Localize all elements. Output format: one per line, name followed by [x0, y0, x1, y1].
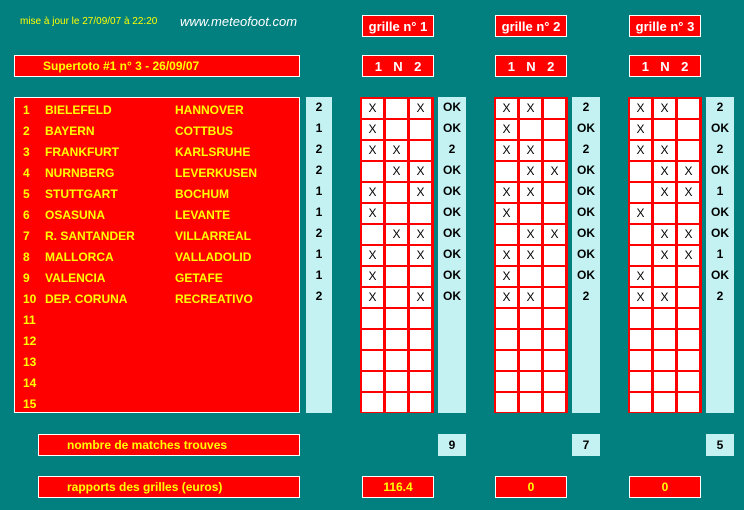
- grille-2-status-column: [572, 97, 600, 413]
- grille-3-label: grille n° 3: [629, 15, 701, 37]
- bet-status: OK: [577, 247, 595, 261]
- match-number: 12: [23, 333, 37, 348]
- bet-cell[interactable]: [678, 99, 699, 118]
- grille-1-status-column: [438, 97, 466, 413]
- bet-status: OK: [711, 121, 729, 135]
- home-team: FRANKFURT: [45, 144, 119, 159]
- bet-cell[interactable]: X: [520, 246, 541, 265]
- bet-cell[interactable]: X: [362, 141, 383, 160]
- bet-cell[interactable]: [630, 246, 651, 265]
- bet-cell[interactable]: [520, 393, 541, 412]
- bet-cell[interactable]: X: [410, 99, 431, 118]
- bet-cell[interactable]: X: [362, 204, 383, 223]
- bet-cell[interactable]: X: [386, 141, 407, 160]
- bet-cell[interactable]: [386, 288, 407, 307]
- bet-cell[interactable]: [362, 351, 383, 370]
- bet-cell[interactable]: [654, 351, 675, 370]
- grille-3-rapport: 0: [629, 476, 701, 498]
- bet-cell[interactable]: X: [496, 246, 517, 265]
- bet-cell[interactable]: [678, 141, 699, 160]
- bet-cell[interactable]: X: [362, 183, 383, 202]
- match-number: 7: [23, 228, 30, 243]
- bet-cell[interactable]: [386, 183, 407, 202]
- bet-status: OK: [577, 184, 595, 198]
- bet-cell[interactable]: X: [520, 99, 541, 118]
- bet-cell[interactable]: [386, 372, 407, 391]
- column-header: 2: [414, 58, 422, 74]
- bet-status: 2: [716, 289, 724, 303]
- match-result: 2: [315, 100, 323, 114]
- match-row: [15, 330, 301, 351]
- bet-cell[interactable]: [410, 330, 431, 349]
- match-row: [15, 351, 301, 372]
- match-number: 4: [23, 165, 30, 180]
- home-team: NURNBERG: [45, 165, 115, 180]
- bet-cell[interactable]: [544, 351, 565, 370]
- bet-status: 2: [582, 142, 590, 156]
- bet-cell[interactable]: [362, 330, 383, 349]
- bet-cell[interactable]: X: [630, 288, 651, 307]
- bet-status: OK: [577, 205, 595, 219]
- bet-cell[interactable]: [544, 267, 565, 286]
- bet-cell[interactable]: [630, 309, 651, 328]
- match-row: [15, 99, 301, 120]
- bet-cell[interactable]: X: [362, 246, 383, 265]
- away-team: KARLSRUHE: [175, 144, 251, 159]
- match-row: [15, 267, 301, 288]
- bet-cell[interactable]: [678, 204, 699, 223]
- bet-cell[interactable]: X: [630, 141, 651, 160]
- bet-cell[interactable]: [630, 393, 651, 412]
- bet-status: OK: [577, 268, 595, 282]
- bet-cell[interactable]: [678, 393, 699, 412]
- grille-2-label: grille n° 2: [495, 15, 567, 37]
- match-number: 13: [23, 354, 37, 369]
- bet-cell[interactable]: X: [410, 246, 431, 265]
- bet-cell[interactable]: [678, 330, 699, 349]
- bet-cell[interactable]: [386, 246, 407, 265]
- match-result: 2: [315, 142, 323, 156]
- match-row: [15, 183, 301, 204]
- bet-status: 1: [716, 184, 724, 198]
- match-number: 14: [23, 375, 37, 390]
- bet-cell[interactable]: [544, 330, 565, 349]
- grille-3-grid: [628, 97, 702, 413]
- bet-cell[interactable]: [544, 183, 565, 202]
- bet-cell[interactable]: [678, 288, 699, 307]
- bet-cell[interactable]: X: [654, 288, 675, 307]
- bet-cell[interactable]: [410, 309, 431, 328]
- grille-2-rapport: 0: [495, 476, 567, 498]
- grille-1-grid: [360, 97, 434, 413]
- column-header: 1: [374, 58, 382, 74]
- match-result: 1: [315, 268, 323, 282]
- bet-cell[interactable]: [520, 267, 541, 286]
- away-team: RECREATIVO: [175, 291, 253, 306]
- bet-cell[interactable]: [630, 351, 651, 370]
- grille-2-match-count: 7: [572, 434, 600, 456]
- bet-status: OK: [711, 226, 729, 240]
- bet-cell[interactable]: X: [496, 141, 517, 160]
- bet-cell[interactable]: [654, 309, 675, 328]
- bet-cell[interactable]: [544, 204, 565, 223]
- column-header: 2: [681, 58, 689, 74]
- bet-status: OK: [443, 226, 461, 240]
- bet-cell[interactable]: [386, 309, 407, 328]
- match-row: [15, 141, 301, 162]
- title-bar: Supertoto #1 n° 3 - 26/09/07: [14, 55, 300, 77]
- bet-cell[interactable]: [520, 330, 541, 349]
- bet-cell[interactable]: X: [654, 99, 675, 118]
- home-team: VALENCIA: [45, 270, 106, 285]
- bet-cell[interactable]: X: [362, 288, 383, 307]
- bet-cell[interactable]: [496, 393, 517, 412]
- bet-cell[interactable]: X: [654, 141, 675, 160]
- away-team: GETAFE: [175, 270, 223, 285]
- away-team: VILLARREAL: [175, 228, 251, 243]
- match-number: 5: [23, 186, 30, 201]
- bet-cell[interactable]: X: [362, 99, 383, 118]
- bet-cell[interactable]: X: [496, 204, 517, 223]
- result-column: [306, 97, 332, 413]
- match-row: [15, 204, 301, 225]
- match-row: [15, 288, 301, 309]
- bet-cell[interactable]: [544, 141, 565, 160]
- bet-cell[interactable]: [386, 99, 407, 118]
- home-team: STUTTGART: [45, 186, 118, 201]
- grille-1-match-count: 9: [438, 434, 466, 456]
- bet-cell[interactable]: [386, 204, 407, 223]
- rapports-label: rapports des grilles (euros): [38, 476, 300, 498]
- bet-cell[interactable]: [362, 309, 383, 328]
- bet-cell[interactable]: [410, 393, 431, 412]
- home-team: BIELEFELD: [45, 102, 112, 117]
- match-number: 2: [23, 123, 30, 138]
- away-team: LEVERKUSEN: [175, 165, 258, 180]
- match-row: [15, 309, 301, 330]
- bet-status: OK: [443, 184, 461, 198]
- bet-cell[interactable]: [654, 330, 675, 349]
- grille-3-match-count: 5: [706, 434, 734, 456]
- bet-status: OK: [711, 205, 729, 219]
- bet-cell[interactable]: [630, 225, 651, 244]
- bet-cell[interactable]: [654, 204, 675, 223]
- home-team: OSASUNA: [45, 207, 106, 222]
- bet-status: 2: [716, 142, 724, 156]
- bet-cell[interactable]: [520, 351, 541, 370]
- bet-status: 2: [582, 100, 590, 114]
- column-header: N: [660, 58, 670, 74]
- bet-cell[interactable]: [678, 372, 699, 391]
- home-team: DEP. CORUNA: [45, 291, 128, 306]
- bet-cell[interactable]: [520, 309, 541, 328]
- bet-cell[interactable]: [678, 120, 699, 139]
- grille-1-rapport: 116.4: [362, 476, 434, 498]
- bet-cell[interactable]: X: [386, 162, 407, 181]
- bet-cell[interactable]: [678, 351, 699, 370]
- grille-2-columns: [495, 55, 567, 77]
- match-result: 1: [315, 205, 323, 219]
- bet-status: OK: [577, 121, 595, 135]
- bet-status: 2: [448, 142, 456, 156]
- match-number: 15: [23, 396, 37, 411]
- bet-cell[interactable]: [544, 120, 565, 139]
- match-result: 1: [315, 247, 323, 261]
- matches-panel: [14, 97, 300, 413]
- bet-cell[interactable]: X: [630, 120, 651, 139]
- bet-cell[interactable]: [410, 120, 431, 139]
- bet-cell[interactable]: [544, 288, 565, 307]
- column-header: N: [393, 58, 403, 74]
- home-team: MALLORCA: [45, 249, 114, 264]
- bet-status: OK: [443, 289, 461, 303]
- bet-cell[interactable]: [654, 393, 675, 412]
- bet-cell[interactable]: [386, 267, 407, 286]
- bet-cell[interactable]: [496, 351, 517, 370]
- bet-cell[interactable]: [520, 120, 541, 139]
- bet-cell[interactable]: [386, 393, 407, 412]
- bet-cell[interactable]: [678, 267, 699, 286]
- bet-cell[interactable]: X: [544, 162, 565, 181]
- bet-cell[interactable]: X: [654, 246, 675, 265]
- away-team: VALLADOLID: [175, 249, 252, 264]
- match-number: 6: [23, 207, 30, 222]
- bet-status: OK: [443, 268, 461, 282]
- away-team: BOCHUM: [175, 186, 229, 201]
- bet-cell[interactable]: [362, 225, 383, 244]
- column-header: 1: [641, 58, 649, 74]
- bet-cell[interactable]: X: [496, 288, 517, 307]
- bet-cell[interactable]: X: [520, 183, 541, 202]
- bet-status: OK: [443, 163, 461, 177]
- site-link[interactable]: www.meteofoot.com: [180, 14, 298, 29]
- grille-3-status-column: [706, 97, 734, 413]
- bet-cell[interactable]: [410, 351, 431, 370]
- bet-cell[interactable]: [496, 372, 517, 391]
- bet-cell[interactable]: [630, 162, 651, 181]
- bet-cell[interactable]: X: [386, 225, 407, 244]
- away-team: HANNOVER: [175, 102, 244, 117]
- bet-cell[interactable]: X: [678, 162, 699, 181]
- bet-cell[interactable]: [520, 372, 541, 391]
- bet-cell[interactable]: [410, 372, 431, 391]
- matches-found-label: nombre de matches trouves: [38, 434, 300, 456]
- update-text: mise à jour le 27/09/07 à 22:20: [20, 16, 158, 27]
- bet-cell[interactable]: [544, 393, 565, 412]
- bet-cell[interactable]: X: [410, 162, 431, 181]
- bet-cell[interactable]: X: [654, 183, 675, 202]
- grille-1-label: grille n° 1: [362, 15, 434, 37]
- match-row: [15, 246, 301, 267]
- grille-1-columns: [362, 55, 434, 77]
- bet-cell[interactable]: X: [520, 162, 541, 181]
- bet-cell[interactable]: X: [678, 246, 699, 265]
- bet-status: OK: [443, 100, 461, 114]
- bet-status: OK: [711, 163, 729, 177]
- bet-status: OK: [711, 268, 729, 282]
- match-result: 1: [315, 121, 323, 135]
- bet-cell[interactable]: [362, 393, 383, 412]
- home-team: R. SANTANDER: [45, 228, 135, 243]
- match-result: 1: [315, 184, 323, 198]
- grille-2-grid: [494, 97, 568, 413]
- match-result: 2: [315, 226, 323, 240]
- bet-cell[interactable]: X: [678, 225, 699, 244]
- bet-cell[interactable]: [544, 246, 565, 265]
- away-team: COTTBUS: [175, 123, 233, 138]
- bet-cell[interactable]: [654, 120, 675, 139]
- match-row: [15, 225, 301, 246]
- match-number: 3: [23, 144, 30, 159]
- bet-cell[interactable]: [678, 309, 699, 328]
- match-row: [15, 162, 301, 183]
- match-number: 11: [23, 312, 36, 327]
- bet-cell[interactable]: X: [520, 225, 541, 244]
- bet-cell[interactable]: X: [630, 267, 651, 286]
- bet-cell[interactable]: [654, 372, 675, 391]
- bet-cell[interactable]: [630, 183, 651, 202]
- match-number: 10: [23, 291, 37, 306]
- bet-cell[interactable]: [362, 372, 383, 391]
- match-result: 2: [315, 163, 323, 177]
- bet-cell[interactable]: [362, 162, 383, 181]
- bet-cell[interactable]: [386, 351, 407, 370]
- bet-cell[interactable]: X: [544, 225, 565, 244]
- bet-cell[interactable]: X: [362, 267, 383, 286]
- bet-cell[interactable]: X: [678, 183, 699, 202]
- bet-status: 1: [716, 247, 724, 261]
- bet-cell[interactable]: [410, 267, 431, 286]
- bet-cell[interactable]: [654, 267, 675, 286]
- bet-cell[interactable]: X: [630, 99, 651, 118]
- grille-3-columns: [629, 55, 701, 77]
- bet-cell[interactable]: X: [410, 183, 431, 202]
- bet-cell[interactable]: [520, 204, 541, 223]
- match-row: [15, 393, 301, 414]
- bet-cell[interactable]: [496, 309, 517, 328]
- bet-cell[interactable]: [544, 372, 565, 391]
- match-row: [15, 372, 301, 393]
- bet-cell[interactable]: X: [496, 267, 517, 286]
- column-header: 1: [507, 58, 515, 74]
- bet-cell[interactable]: X: [496, 120, 517, 139]
- column-header: 2: [547, 58, 555, 74]
- away-team: LEVANTE: [175, 207, 231, 222]
- match-row: [15, 120, 301, 141]
- bet-cell[interactable]: X: [654, 162, 675, 181]
- bet-status: OK: [577, 163, 595, 177]
- match-number: 9: [23, 270, 30, 285]
- bet-cell[interactable]: [544, 309, 565, 328]
- bet-cell[interactable]: [630, 330, 651, 349]
- bet-status: OK: [443, 205, 461, 219]
- bet-cell[interactable]: X: [410, 288, 431, 307]
- bet-cell[interactable]: [386, 330, 407, 349]
- bet-cell[interactable]: X: [654, 225, 675, 244]
- bet-cell[interactable]: X: [520, 141, 541, 160]
- home-team: BAYERN: [45, 123, 95, 138]
- bet-cell[interactable]: X: [496, 183, 517, 202]
- bet-status: 2: [716, 100, 724, 114]
- column-header: N: [526, 58, 536, 74]
- bet-status: OK: [577, 226, 595, 240]
- bet-cell[interactable]: X: [496, 99, 517, 118]
- match-number: 1: [23, 102, 30, 117]
- bet-status: OK: [443, 247, 461, 261]
- bet-status: 2: [582, 289, 590, 303]
- bet-cell[interactable]: [544, 99, 565, 118]
- bet-cell[interactable]: [496, 330, 517, 349]
- match-result: 2: [315, 289, 323, 303]
- bet-status: OK: [443, 121, 461, 135]
- bet-cell[interactable]: [410, 141, 431, 160]
- bet-cell[interactable]: X: [520, 288, 541, 307]
- bet-cell[interactable]: [410, 204, 431, 223]
- bet-cell[interactable]: [496, 162, 517, 181]
- bet-cell[interactable]: X: [410, 225, 431, 244]
- bet-cell[interactable]: X: [630, 204, 651, 223]
- bet-cell[interactable]: X: [362, 120, 383, 139]
- bet-cell[interactable]: [630, 372, 651, 391]
- match-number: 8: [23, 249, 30, 264]
- bet-cell[interactable]: [386, 120, 407, 139]
- bet-cell[interactable]: [496, 225, 517, 244]
